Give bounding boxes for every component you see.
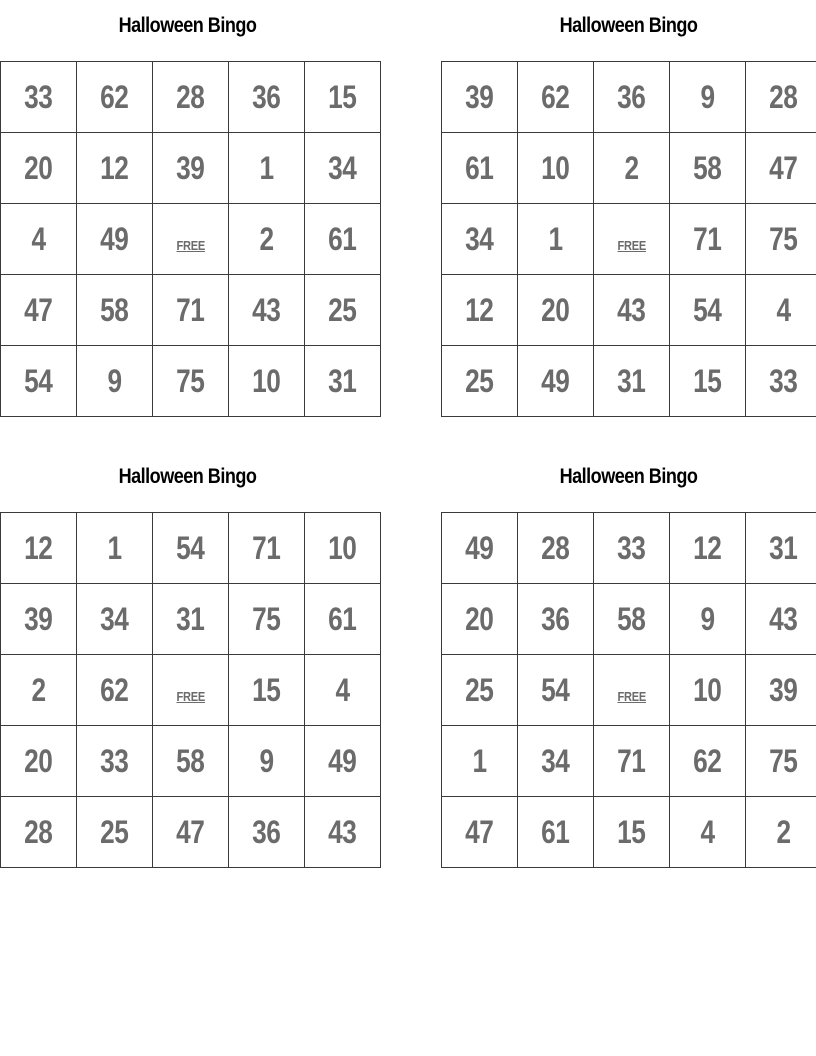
bingo-number: 39 <box>465 78 494 115</box>
bingo-grid <box>0 512 381 868</box>
bingo-cell <box>1 584 77 655</box>
bingo-number: 1 <box>259 149 274 186</box>
bingo-number: 62 <box>100 671 129 708</box>
bingo-number: 49 <box>541 362 570 399</box>
bingo-number: 1 <box>472 742 487 779</box>
bingo-cell <box>153 346 229 417</box>
bingo-number: 54 <box>24 362 53 399</box>
bingo-number: 39 <box>769 671 798 708</box>
bingo-number: 36 <box>252 78 281 115</box>
bingo-cell <box>442 513 518 584</box>
bingo-cell <box>1 346 77 417</box>
bingo-cell <box>746 62 816 133</box>
bingo-cell <box>153 797 229 868</box>
bingo-number: 10 <box>328 529 357 566</box>
bingo-number: 25 <box>465 671 494 708</box>
bingo-number: 61 <box>328 600 357 637</box>
bingo-number: 15 <box>252 671 281 708</box>
free-space-label: FREE <box>176 688 205 704</box>
bingo-number: 58 <box>176 742 205 779</box>
bingo-cell <box>305 275 381 346</box>
bingo-number: 20 <box>541 291 570 328</box>
bingo-number: 54 <box>176 529 205 566</box>
bingo-cell <box>305 513 381 584</box>
bingo-number: 12 <box>100 149 129 186</box>
bingo-cell <box>442 62 518 133</box>
bingo-number: 36 <box>617 78 646 115</box>
bingo-row <box>1 726 381 797</box>
bingo-cell <box>518 797 594 868</box>
bingo-number: 54 <box>693 291 722 328</box>
bingo-cell <box>1 726 77 797</box>
bingo-number: 71 <box>693 220 722 257</box>
bingo-cell <box>153 584 229 655</box>
bingo-number: 61 <box>465 149 494 186</box>
bingo-number: 31 <box>769 529 798 566</box>
bingo-cell <box>153 513 229 584</box>
bingo-row <box>1 133 381 204</box>
bingo-row <box>1 655 381 726</box>
bingo-number: 75 <box>769 742 798 779</box>
bingo-number: 47 <box>769 149 798 186</box>
bingo-number: 2 <box>624 149 639 186</box>
bingo-cell <box>153 726 229 797</box>
bingo-number: 28 <box>24 813 53 850</box>
bingo-number: 49 <box>328 742 357 779</box>
bingo-cell <box>305 655 381 726</box>
bingo-cell <box>229 726 305 797</box>
bingo-number: 47 <box>176 813 205 850</box>
bingo-number: 4 <box>700 813 715 850</box>
bingo-cell <box>77 204 153 275</box>
bingo-cell <box>305 346 381 417</box>
bingo-cell <box>305 133 381 204</box>
bingo-number: 34 <box>328 149 357 186</box>
bingo-row <box>442 204 816 275</box>
bingo-number: 10 <box>541 149 570 186</box>
bingo-cell <box>305 584 381 655</box>
bingo-cell <box>670 513 746 584</box>
bingo-number: 75 <box>769 220 798 257</box>
bingo-number: 15 <box>328 78 357 115</box>
bingo-cell <box>77 62 153 133</box>
bingo-cell <box>229 62 305 133</box>
bingo-cell <box>1 62 77 133</box>
bingo-number: 71 <box>252 529 281 566</box>
bingo-row <box>1 346 381 417</box>
bingo-row <box>442 655 816 726</box>
bingo-cell <box>77 346 153 417</box>
bingo-number: 2 <box>776 813 791 850</box>
free-space-label: FREE <box>617 237 646 253</box>
bingo-cell <box>153 133 229 204</box>
bingo-cell <box>518 513 594 584</box>
bingo-cell <box>229 584 305 655</box>
bingo-number: 62 <box>693 742 722 779</box>
bingo-cell <box>746 204 816 275</box>
bingo-row <box>1 584 381 655</box>
bingo-number: 2 <box>31 671 46 708</box>
bingo-cell <box>442 275 518 346</box>
bingo-cell <box>305 726 381 797</box>
bingo-row <box>442 513 816 584</box>
bingo-number: 62 <box>100 78 129 115</box>
bingo-cell <box>670 133 746 204</box>
bingo-row <box>442 133 816 204</box>
bingo-row <box>442 346 816 417</box>
bingo-cell <box>746 797 816 868</box>
bingo-cell <box>594 584 670 655</box>
bingo-number: 36 <box>541 600 570 637</box>
bingo-number: 9 <box>700 600 715 637</box>
bingo-cell <box>442 797 518 868</box>
bingo-row <box>442 726 816 797</box>
bingo-number: 12 <box>693 529 722 566</box>
bingo-cell <box>1 655 77 726</box>
bingo-cell <box>518 584 594 655</box>
bingo-number: 9 <box>259 742 274 779</box>
bingo-cell <box>594 655 670 726</box>
bingo-cell <box>153 62 229 133</box>
bingo-cell <box>518 726 594 797</box>
bingo-number: 33 <box>617 529 646 566</box>
bingo-number: 71 <box>617 742 646 779</box>
bingo-cell <box>746 655 816 726</box>
bingo-cell <box>229 513 305 584</box>
bingo-number: 15 <box>617 813 646 850</box>
bingo-cell <box>77 726 153 797</box>
bingo-cell <box>305 62 381 133</box>
bingo-cell <box>594 275 670 346</box>
bingo-cell <box>518 204 594 275</box>
free-space-label: FREE <box>617 688 646 704</box>
bingo-number: 25 <box>328 291 357 328</box>
bingo-cell <box>594 797 670 868</box>
bingo-number: 58 <box>617 600 646 637</box>
bingo-cell <box>77 133 153 204</box>
bingo-cell <box>746 346 816 417</box>
bingo-cell <box>229 797 305 868</box>
bingo-cell <box>305 204 381 275</box>
free-space-label: FREE <box>176 237 205 253</box>
bingo-number: 33 <box>100 742 129 779</box>
bingo-number: 33 <box>24 78 53 115</box>
bingo-cell <box>77 584 153 655</box>
bingo-number: 28 <box>769 78 798 115</box>
bingo-number: 20 <box>24 149 53 186</box>
bingo-cell <box>594 346 670 417</box>
bingo-number: 43 <box>252 291 281 328</box>
bingo-cell <box>670 726 746 797</box>
bingo-number: 75 <box>176 362 205 399</box>
bingo-number: 20 <box>465 600 494 637</box>
bingo-cell <box>77 513 153 584</box>
bingo-number: 34 <box>100 600 129 637</box>
bingo-cell <box>305 797 381 868</box>
bingo-number: 62 <box>541 78 570 115</box>
bingo-cell <box>594 133 670 204</box>
bingo-cell <box>518 655 594 726</box>
bingo-number: 39 <box>176 149 205 186</box>
bingo-row <box>1 204 381 275</box>
card-title: Halloween Bingo <box>559 465 698 488</box>
bingo-number: 43 <box>617 291 646 328</box>
bingo-row <box>1 513 381 584</box>
bingo-number: 1 <box>548 220 563 257</box>
bingo-cell <box>746 513 816 584</box>
bingo-cell <box>153 275 229 346</box>
bingo-cell <box>229 204 305 275</box>
bingo-number: 71 <box>176 291 205 328</box>
bingo-number: 28 <box>176 78 205 115</box>
bingo-cell <box>77 797 153 868</box>
bingo-row <box>1 62 381 133</box>
bingo-cell <box>594 726 670 797</box>
card-title: Halloween Bingo <box>118 465 257 488</box>
bingo-number: 28 <box>541 529 570 566</box>
bingo-cell <box>1 133 77 204</box>
bingo-number: 12 <box>465 291 494 328</box>
bingo-number: 20 <box>24 742 53 779</box>
bingo-number: 25 <box>465 362 494 399</box>
bingo-number: 34 <box>541 742 570 779</box>
bingo-number: 31 <box>617 362 646 399</box>
bingo-number: 9 <box>107 362 122 399</box>
bingo-cell <box>442 726 518 797</box>
bingo-number: 36 <box>252 813 281 850</box>
bingo-row <box>442 62 816 133</box>
bingo-number: 43 <box>328 813 357 850</box>
bingo-row <box>442 797 816 868</box>
bingo-cell <box>1 275 77 346</box>
bingo-number: 47 <box>24 291 53 328</box>
bingo-row <box>1 797 381 868</box>
bingo-number: 15 <box>693 362 722 399</box>
bingo-cell <box>442 204 518 275</box>
bingo-cell <box>153 655 229 726</box>
bingo-cell <box>670 204 746 275</box>
bingo-number: 58 <box>100 291 129 328</box>
bingo-number: 75 <box>252 600 281 637</box>
bingo-cell <box>442 655 518 726</box>
bingo-cell <box>670 346 746 417</box>
bingo-number: 49 <box>465 529 494 566</box>
bingo-cell <box>670 797 746 868</box>
bingo-cell <box>1 797 77 868</box>
bingo-number: 10 <box>252 362 281 399</box>
bingo-cell <box>153 204 229 275</box>
bingo-cell <box>229 655 305 726</box>
bingo-number: 54 <box>541 671 570 708</box>
bingo-number: 61 <box>328 220 357 257</box>
bingo-cell <box>77 655 153 726</box>
bingo-row <box>442 584 816 655</box>
card-title: Halloween Bingo <box>118 14 257 37</box>
bingo-number: 49 <box>100 220 129 257</box>
bingo-number: 2 <box>259 220 274 257</box>
bingo-cell <box>442 346 518 417</box>
bingo-cell <box>1 204 77 275</box>
bingo-number: 31 <box>176 600 205 637</box>
bingo-number: 43 <box>769 600 798 637</box>
bingo-cell <box>442 133 518 204</box>
bingo-cell <box>670 584 746 655</box>
bingo-number: 31 <box>328 362 357 399</box>
bingo-cell <box>594 204 670 275</box>
bingo-grid <box>0 61 381 417</box>
bingo-cell <box>229 275 305 346</box>
bingo-grid <box>441 61 816 417</box>
bingo-cell <box>746 275 816 346</box>
bingo-cell <box>670 655 746 726</box>
bingo-cell <box>594 62 670 133</box>
bingo-cell <box>442 584 518 655</box>
bingo-number: 33 <box>769 362 798 399</box>
bingo-cell <box>746 133 816 204</box>
bingo-cell <box>670 275 746 346</box>
bingo-cell <box>594 513 670 584</box>
bingo-cell <box>229 133 305 204</box>
bingo-cell <box>518 346 594 417</box>
bingo-number: 1 <box>107 529 122 566</box>
bingo-row <box>1 275 381 346</box>
bingo-number: 4 <box>335 671 350 708</box>
bingo-number: 47 <box>465 813 494 850</box>
bingo-cell <box>746 584 816 655</box>
bingo-cell <box>229 346 305 417</box>
bingo-number: 61 <box>541 813 570 850</box>
bingo-cell <box>518 133 594 204</box>
bingo-number: 25 <box>100 813 129 850</box>
bingo-row <box>442 275 816 346</box>
bingo-number: 39 <box>24 600 53 637</box>
bingo-number: 10 <box>693 671 722 708</box>
bingo-cell <box>746 726 816 797</box>
bingo-cell <box>518 275 594 346</box>
bingo-number: 9 <box>700 78 715 115</box>
bingo-number: 4 <box>776 291 791 328</box>
bingo-cell <box>518 62 594 133</box>
bingo-number: 4 <box>31 220 46 257</box>
bingo-number: 12 <box>24 529 53 566</box>
bingo-number: 58 <box>693 149 722 186</box>
card-title: Halloween Bingo <box>559 14 698 37</box>
bingo-cell <box>670 62 746 133</box>
bingo-grid <box>441 512 816 868</box>
bingo-cell <box>77 275 153 346</box>
bingo-number: 34 <box>465 220 494 257</box>
bingo-cell <box>1 513 77 584</box>
